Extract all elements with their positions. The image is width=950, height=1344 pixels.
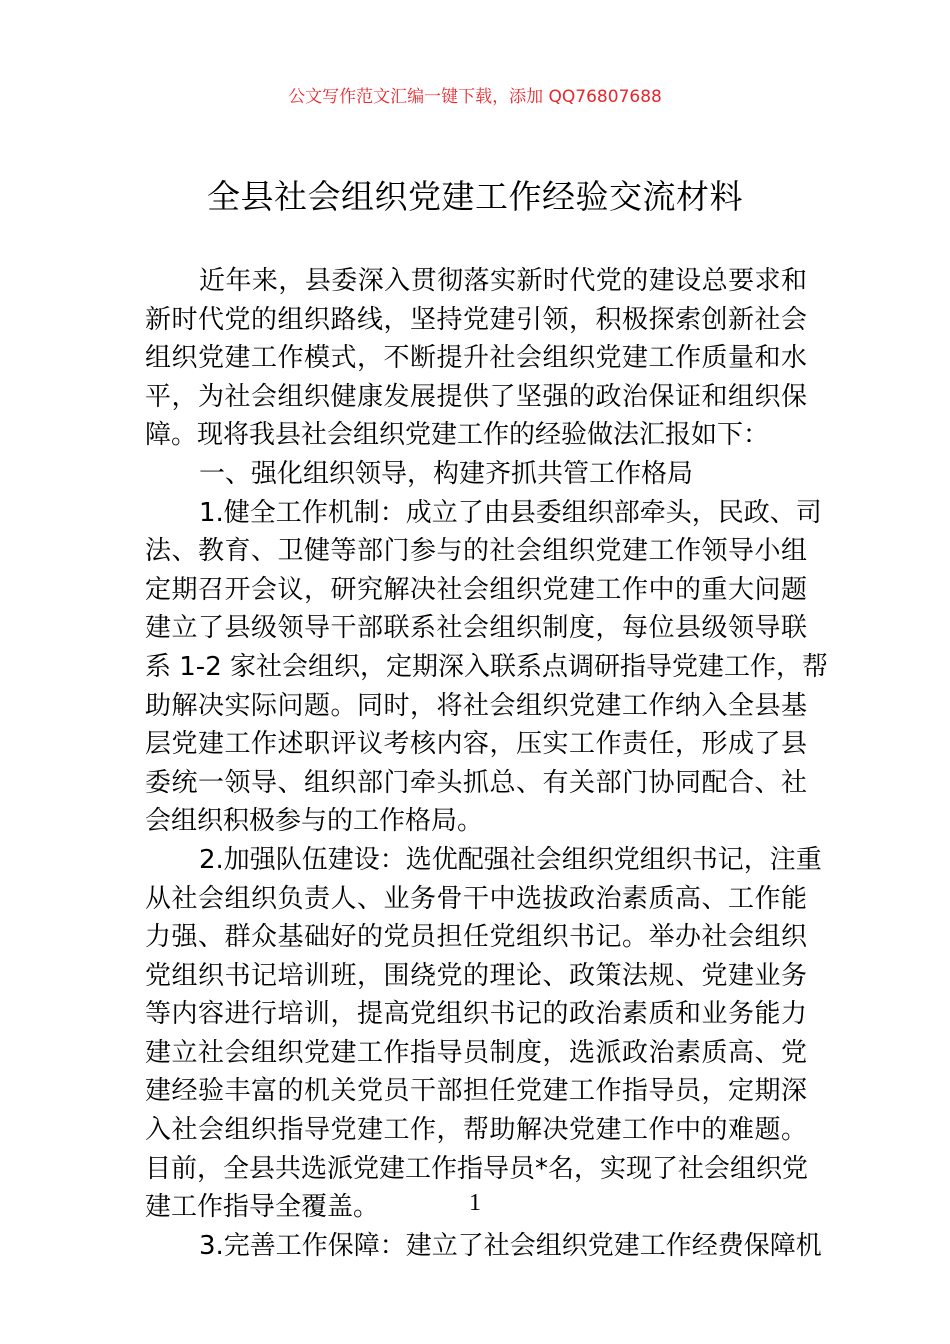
body-line: 党组织书记培训班，围绕党的理论、政策法规、党建业务 [145, 960, 807, 991]
body-line: 近年来，县委深入贯彻落实新时代党的建设总要求和 [199, 266, 807, 296]
body-line: 等内容进行培训，提高党组织书记的政治素质和业务能力 [145, 999, 807, 1030]
body-line: 障。现将我县社会组织党建工作的经验做法汇报如下： [145, 420, 770, 451]
body-line: 建立社会组织党建工作指导员制度，选派政治素质高、党 [145, 1037, 807, 1068]
body-line: 力强、群众基础好的党员担任党组织书记。举办社会组织 [145, 922, 807, 953]
body-line: 目前，全县共选派党建工作指导员*名，实现了社会组织党 [145, 1153, 809, 1184]
body-line: 助解决实际问题。同时，将社会组织党建工作纳入全县基 [145, 690, 807, 721]
body-line: 新时代党的组织路线，坚持党建引领，积极探索创新社会 [145, 304, 807, 335]
body-line: 2.加强队伍建设：选优配强社会组织党组织书记，注重 [199, 844, 822, 875]
body-line: 建立了县级领导干部联系社会组织制度，每位县级领导联 [145, 613, 807, 644]
body-line: 法、教育、卫健等部门参与的社会组织党建工作领导小组 [145, 536, 807, 567]
body-line: 3.完善工作保障：建立了社会组织党建工作经费保障机 [199, 1230, 822, 1261]
body-line: 委统一领导、组织部门牵头抓总、有关部门协同配合、社 [145, 767, 807, 798]
body-line: 层党建工作述职评议考核内容，压实工作责任，形成了县 [145, 729, 807, 760]
document-title: 全县社会组织党建工作经验交流材料 [207, 177, 743, 216]
body-line: 建工作指导全覆盖。 [145, 1192, 380, 1223]
body-line: 1.健全工作机制：成立了由县委组织部牵头，民政、司 [199, 497, 822, 528]
body-line: 组织党建工作模式，不断提升社会组织党建工作质量和水 [145, 343, 807, 374]
body-line: 入社会组织指导党建工作，帮助解决党建工作中的难题。 [145, 1115, 807, 1146]
body-line: 系 1-2 家社会组织，定期深入联系点调研指导党建工作，帮 [145, 651, 828, 682]
download-promo-banner: 公文写作范文汇编一键下载，添加 QQ76807688 [288, 87, 662, 107]
body-line: 建经验丰富的机关党员干部担任党建工作指导员，定期深 [145, 1076, 807, 1107]
body-line: 平，为社会组织健康发展提供了坚强的政治保证和组织保 [145, 381, 807, 412]
body-line: 定期召开会议，研究解决社会组织党建工作中的重大问题 [145, 574, 807, 605]
body-line: 从社会组织负责人、业务骨干中选拔政治素质高、工作能 [145, 883, 807, 914]
document-body [145, 262, 828, 1265]
section-heading-1: 一、强化组织领导，构建齐抓共管工作格局 [199, 458, 694, 489]
body-line: 会组织积极参与的工作格局。 [145, 806, 484, 837]
page-number: 1 [469, 1190, 481, 1216]
